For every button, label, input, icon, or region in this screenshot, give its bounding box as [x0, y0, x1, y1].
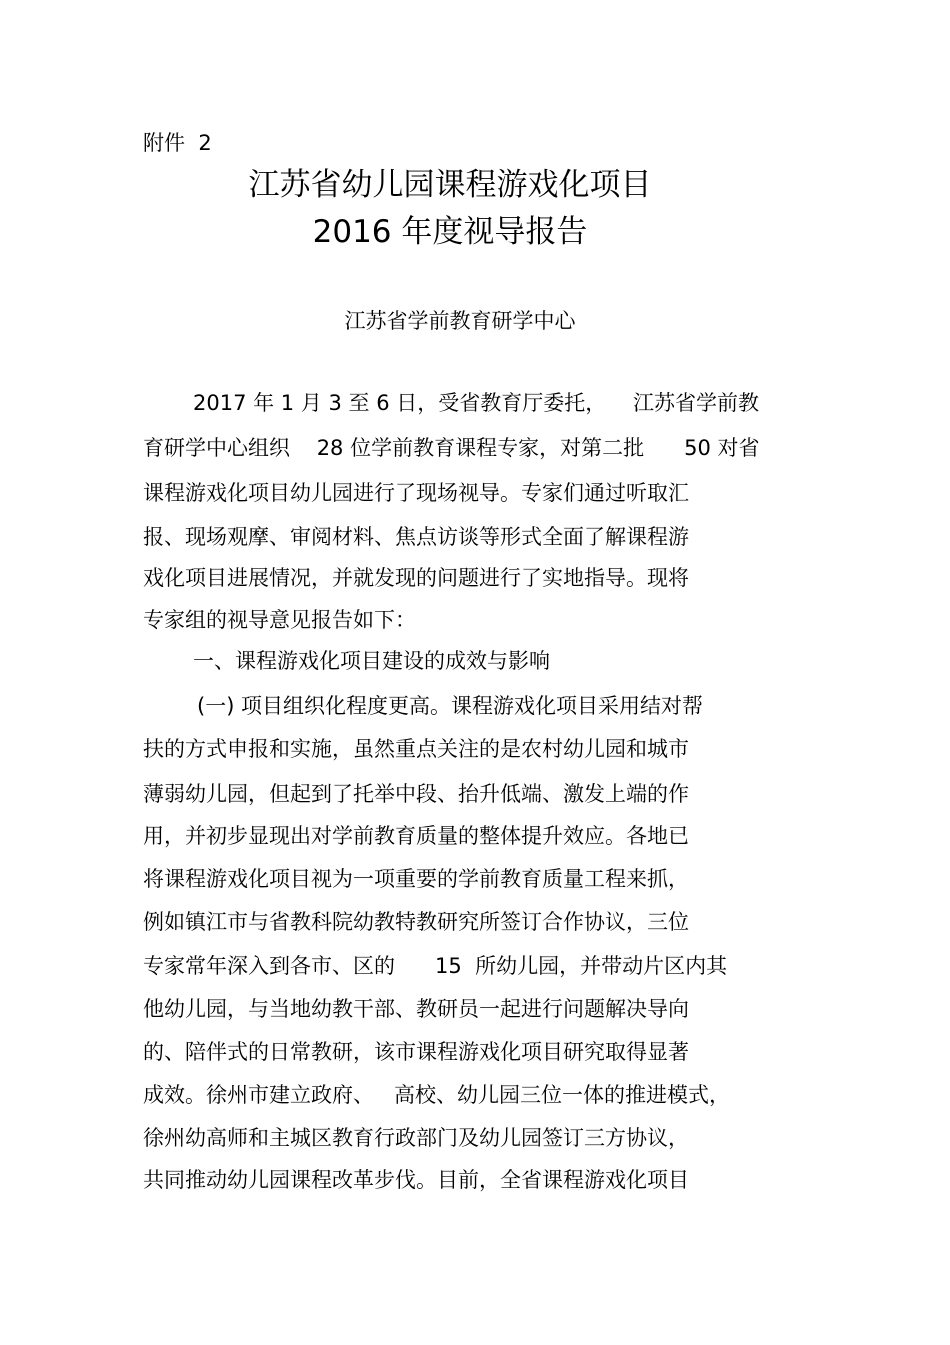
- body-line: 将课程游戏化项目视为一项重要的学前教育质量工程来抓，: [143, 867, 689, 891]
- body-line: 共同推动幼儿园课程改革步伐。目前，全省课程游戏化项目: [143, 1168, 689, 1192]
- body-line: 育研学中心组织 28 位学前教育课程专家，对第二批 50 对省: [143, 436, 760, 460]
- body-line: 戏化项目进展情况，并就发现的问题进行了实地指导。现将: [143, 566, 689, 590]
- attachment-label: 附件 2: [143, 131, 212, 155]
- body-line: 报、现场观摩、审阅材料、焦点访谈等形式全面了解课程游: [143, 525, 689, 549]
- body-line: 例如镇江市与省教科院幼教特教研究所签订合作协议，三位: [143, 910, 689, 934]
- body-line: 用，并初步显现出对学前教育质量的整体提升效应。各地已: [143, 824, 689, 848]
- body-line: 徐州幼高师和主城区教育行政部门及幼儿园签订三方协议，: [143, 1126, 689, 1150]
- body-line: 专家常年深入到各市、区的 15 所幼儿园，并带动片区内其: [143, 954, 728, 978]
- author-organization: 江苏省学前教育研学中心: [344, 309, 576, 333]
- body-line: 课程游戏化项目幼儿园进行了现场视导。专家们通过听取汇: [143, 481, 689, 505]
- body-line: 他幼儿园，与当地幼教干部、教研员一起进行问题解决导向: [143, 997, 689, 1021]
- document-title-line-2: 2016 年度视导报告: [312, 214, 588, 250]
- body-line: 专家组的视导意见报告如下：: [143, 608, 416, 632]
- body-line: 成效。徐州市建立政府、 高校、幼儿园三位一体的推进模式，: [143, 1083, 731, 1107]
- body-line: 薄弱幼儿园，但起到了托举中段、抬升低端、激发上端的作: [143, 782, 689, 806]
- section-heading: 一、课程游戏化项目建设的成效与影响: [193, 649, 550, 673]
- body-line: 扶的方式申报和实施，虽然重点关注的是农村幼儿园和城市: [143, 737, 689, 761]
- body-line: 的、陪伴式的日常教研，该市课程游戏化项目研究取得显著: [143, 1040, 689, 1064]
- document-title-line-1: 江苏省幼儿园课程游戏化项目: [248, 167, 652, 203]
- subsection-paragraph-start: (一) 项目组织化程度更高。课程游戏化项目采用结对帮: [197, 694, 704, 718]
- body-line: 2017 年 1 月 3 至 6 日，受省教育厅委托， 江苏省学前教: [193, 391, 759, 415]
